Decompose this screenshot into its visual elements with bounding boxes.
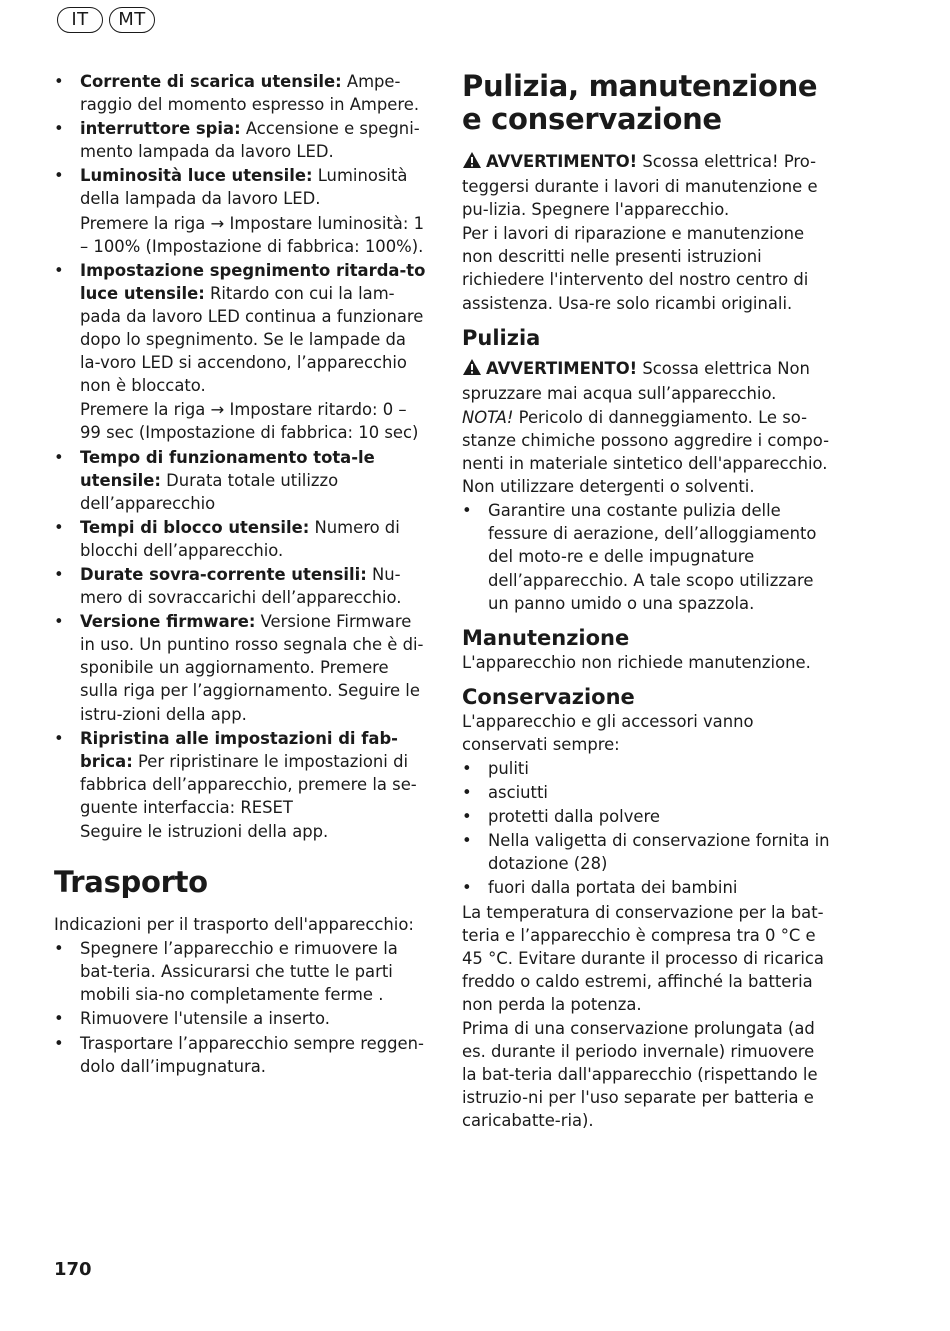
list-item: • Rimuovere l'utensile a inserto.: [54, 1009, 331, 1029]
item-text: Per ripristinare le impostazioni di fabbrica dell’apparecchio, premere la se-guente interfaccia: RESET: [80, 751, 417, 817]
item-term: Tempo di funzionamento tota-le utensile:: [80, 447, 375, 490]
item-extra: Seguire le istruzioni della app.: [80, 822, 329, 841]
storage-long-term-text: Prima di una conservazione prolungata (ad es. durante il periodo invernale) rimuovere la bat-teria dall'apparecchio (rispettando le istruzio-ni per l'uso separate per batteria e caricabatte-ria).: [462, 1019, 818, 1131]
item-term: Ripristina alle impostazioni di fab-brica:: [80, 728, 398, 771]
subsection-title-conservazione: Conservazione: [462, 684, 635, 709]
warning-paragraph: [462, 357, 834, 405]
warning-label: AVVERTIMENTO!: [486, 358, 638, 378]
item-text: Spegnere l’apparecchio e rimuovere la bat-teria. Assicurarsi che tutte le parti mobili sia-no completamente ferme .: [80, 939, 398, 1005]
item-term: interruttore spia:: [80, 119, 241, 139]
list-item: • Nella valigetta di conservazione fornita in dotazione (28): [462, 831, 830, 874]
subsection-title-pulizia: Pulizia: [462, 325, 541, 350]
lang-badge-mt: MT: [109, 7, 155, 33]
item-text: Trasportare l’apparecchio sempre reggen-dolo dall’impugnatura.: [80, 1033, 424, 1076]
storage-temperature-text: La temperatura di conservazione per la bat-teria e l’apparecchio è compresa tra 0 °C e 45 °C. Evitare durante il processo di ricarica freddo o caldo estremi, affinché la batteria non perda la potenza.: [462, 902, 824, 1014]
item-text: fuori dalla portata dei bambini: [488, 878, 738, 898]
item-text: Rimuovere l'utensile a inserto.: [80, 1009, 331, 1029]
list-item: • Trasportare l’apparecchio sempre reggen-dolo dall’impugnatura.: [54, 1033, 424, 1076]
item-text: Durata totale utilizzo dell’apparecchio: [80, 470, 339, 513]
warning-icon: [462, 358, 482, 382]
list-item: • fuori dalla portata dei bambini: [462, 878, 738, 898]
item-text: Nu-mero di sovraccarichi dell’apparecchio.: [80, 564, 402, 608]
list-item: • asciutti: [462, 783, 548, 803]
list-item: • Tempi di blocco utensile: Numero di blocchi dell’apparecchio.: [54, 517, 400, 560]
item-term: Durate sovra-corrente utensili:: [80, 564, 367, 584]
list-item: • Luminosità luce utensile: Luminosità della lampada da lavoro LED.: [54, 166, 408, 209]
page-number: 170: [54, 1259, 92, 1280]
item-term: Corrente di scarica utensile:: [80, 72, 342, 91]
warning-label: AVVERTIMENTO!: [486, 152, 638, 171]
list-item: • Tempo di funzionamento tota-le utensile: Durata totale utilizzo dell’apparecchio: [54, 447, 375, 513]
list-item: • protetti dalla polvere: [462, 807, 660, 827]
left-column: [54, 70, 426, 1079]
item-text: Ampe-raggio del momento espresso in Ampere.: [80, 72, 420, 115]
item-text: Versione Firmware in uso. Un puntino rosso segnala che è di-sponibile un aggiornamento. Premere sulla riga per l’aggiornamento. Seguire le istru-zioni della app.: [80, 612, 424, 724]
list-item: • Impostazione spegnimento ritarda-to luce utensile: Ritardo con cui la lam-pada da lavoro LED continua a funzionare dopo lo spegnimento. Se le lampade da la-voro LED si accendono, l’apparecchio non è bloccato.: [54, 260, 426, 396]
right-column: [462, 70, 834, 1133]
note-text: Pericolo di danneggiamento. Le so-stanze chimiche possono aggredire i compo-nenti in materiale sintetico dell'apparecchio. Non utilizzare detergenti o solventi.: [462, 407, 829, 497]
list-item: • Durate sovra-corrente utensili: Nu-mero di sovraccarichi dell’apparecchio.: [54, 564, 402, 608]
list-item: • puliti: [462, 758, 529, 778]
lang-badge-it: IT: [57, 7, 103, 33]
note-paragraph: [462, 406, 834, 498]
item-term: Tempi di blocco utensile:: [80, 517, 310, 537]
item-text: Nella valigetta di conservazione fornita in dotazione (28): [488, 831, 830, 874]
item-text: protetti dalla polvere: [488, 807, 660, 827]
warning-text: Scossa elettrica! Pro-teggersi durante i lavori di manutenzione e pu-lizia. Spegnere l'apparecchio.: [462, 152, 818, 220]
warning-icon: [462, 151, 482, 175]
item-text: Luminosità della lampada da lavoro LED.: [80, 166, 408, 209]
item-extra: Premere la riga → Impostare luminosità: 1 – 100% (Impostazione di fabbrica: 100%).: [80, 213, 425, 256]
list-item: • interruttore spia: Accensione e spegni-mento lampada da lavoro LED.: [54, 119, 420, 162]
subsection-title-manutenzione: Manutenzione: [462, 625, 630, 650]
item-term: Versione firmware:: [80, 612, 256, 632]
language-badges: [57, 7, 155, 33]
list-item: • Corrente di scarica utensile: Ampe-raggio del momento espresso in Ampere.: [54, 72, 420, 115]
warning-text: Scossa elettrica Non spruzzare mai acqua sull’apparecchio.: [462, 358, 810, 403]
item-term: Impostazione spegnimento ritarda-to luce utensile:: [80, 260, 426, 303]
warning-paragraph: [462, 150, 834, 221]
list-item: • Spegnere l’apparecchio e rimuovere la bat-teria. Assicurarsi che tutte le parti mobili sia-no completamente ferme .: [54, 939, 398, 1005]
item-text: puliti: [488, 758, 529, 778]
section-title-cleaning-line2: e conservazione: [462, 102, 722, 136]
list-item: • Garantire una costante pulizia delle fessure di aerazione, dell’alloggiamento del moto-re e delle impugnature dell’apparecchio. A tale scopo utilizzare un panno umido o una spazzola.: [462, 501, 817, 613]
item-text: Accensione e spegni-mento lampada da lavoro LED.: [80, 119, 420, 162]
list-item: • Versione firmware: Versione Firmware in uso. Un puntino rosso segnala che è di-sponibile un aggiornamento. Premere sulla riga per l’aggiornamento. Seguire le istru-zioni della app.: [54, 612, 424, 724]
storage-intro: L'apparecchio e gli accessori vanno conservati sempre:: [462, 711, 754, 754]
section-title-transport: Trasporto: [54, 865, 208, 900]
item-text: Ritardo con cui la lam-pada da lavoro LED continua a funzionare dopo lo spegnimento. Se le lampade da la-voro LED si accendono, l’apparecchio non è bloccato.: [80, 283, 424, 396]
list-item: • Ripristina alle impostazioni di fab-brica: Per ripristinare le impostazioni di fabbrica dell’apparecchio, premere la se-guente interfaccia: RESET: [54, 728, 417, 817]
maintenance-text: L'apparecchio non richiede manutenzione.: [462, 652, 811, 672]
note-label: NOTA!: [462, 407, 514, 427]
transport-intro: Indicazioni per il trasporto dell'apparecchio:: [54, 915, 414, 935]
section-title-cleaning-line1: Pulizia, manutenzione: [462, 69, 818, 103]
item-extra: Premere la riga → Impostare ritardo: 0 – 99 sec (Impostazione di fabbrica: 10 sec): [80, 400, 419, 443]
repair-paragraph: Per i lavori di riparazione e manutenzione non descritti nelle presenti istruzioni richiedere l'intervento del nostro centro di assistenza. Usa-re solo ricambi originali.: [462, 224, 809, 313]
item-term: Luminosità luce utensile:: [80, 166, 313, 186]
item-text: Numero di blocchi dell’apparecchio.: [80, 517, 400, 560]
item-text: Garantire una costante pulizia delle fessure di aerazione, dell’alloggiamento del moto-re e delle impugnature dell’apparecchio. A tale scopo utilizzare un panno umido o una spazzola.: [488, 501, 817, 613]
item-text: asciutti: [488, 783, 548, 803]
